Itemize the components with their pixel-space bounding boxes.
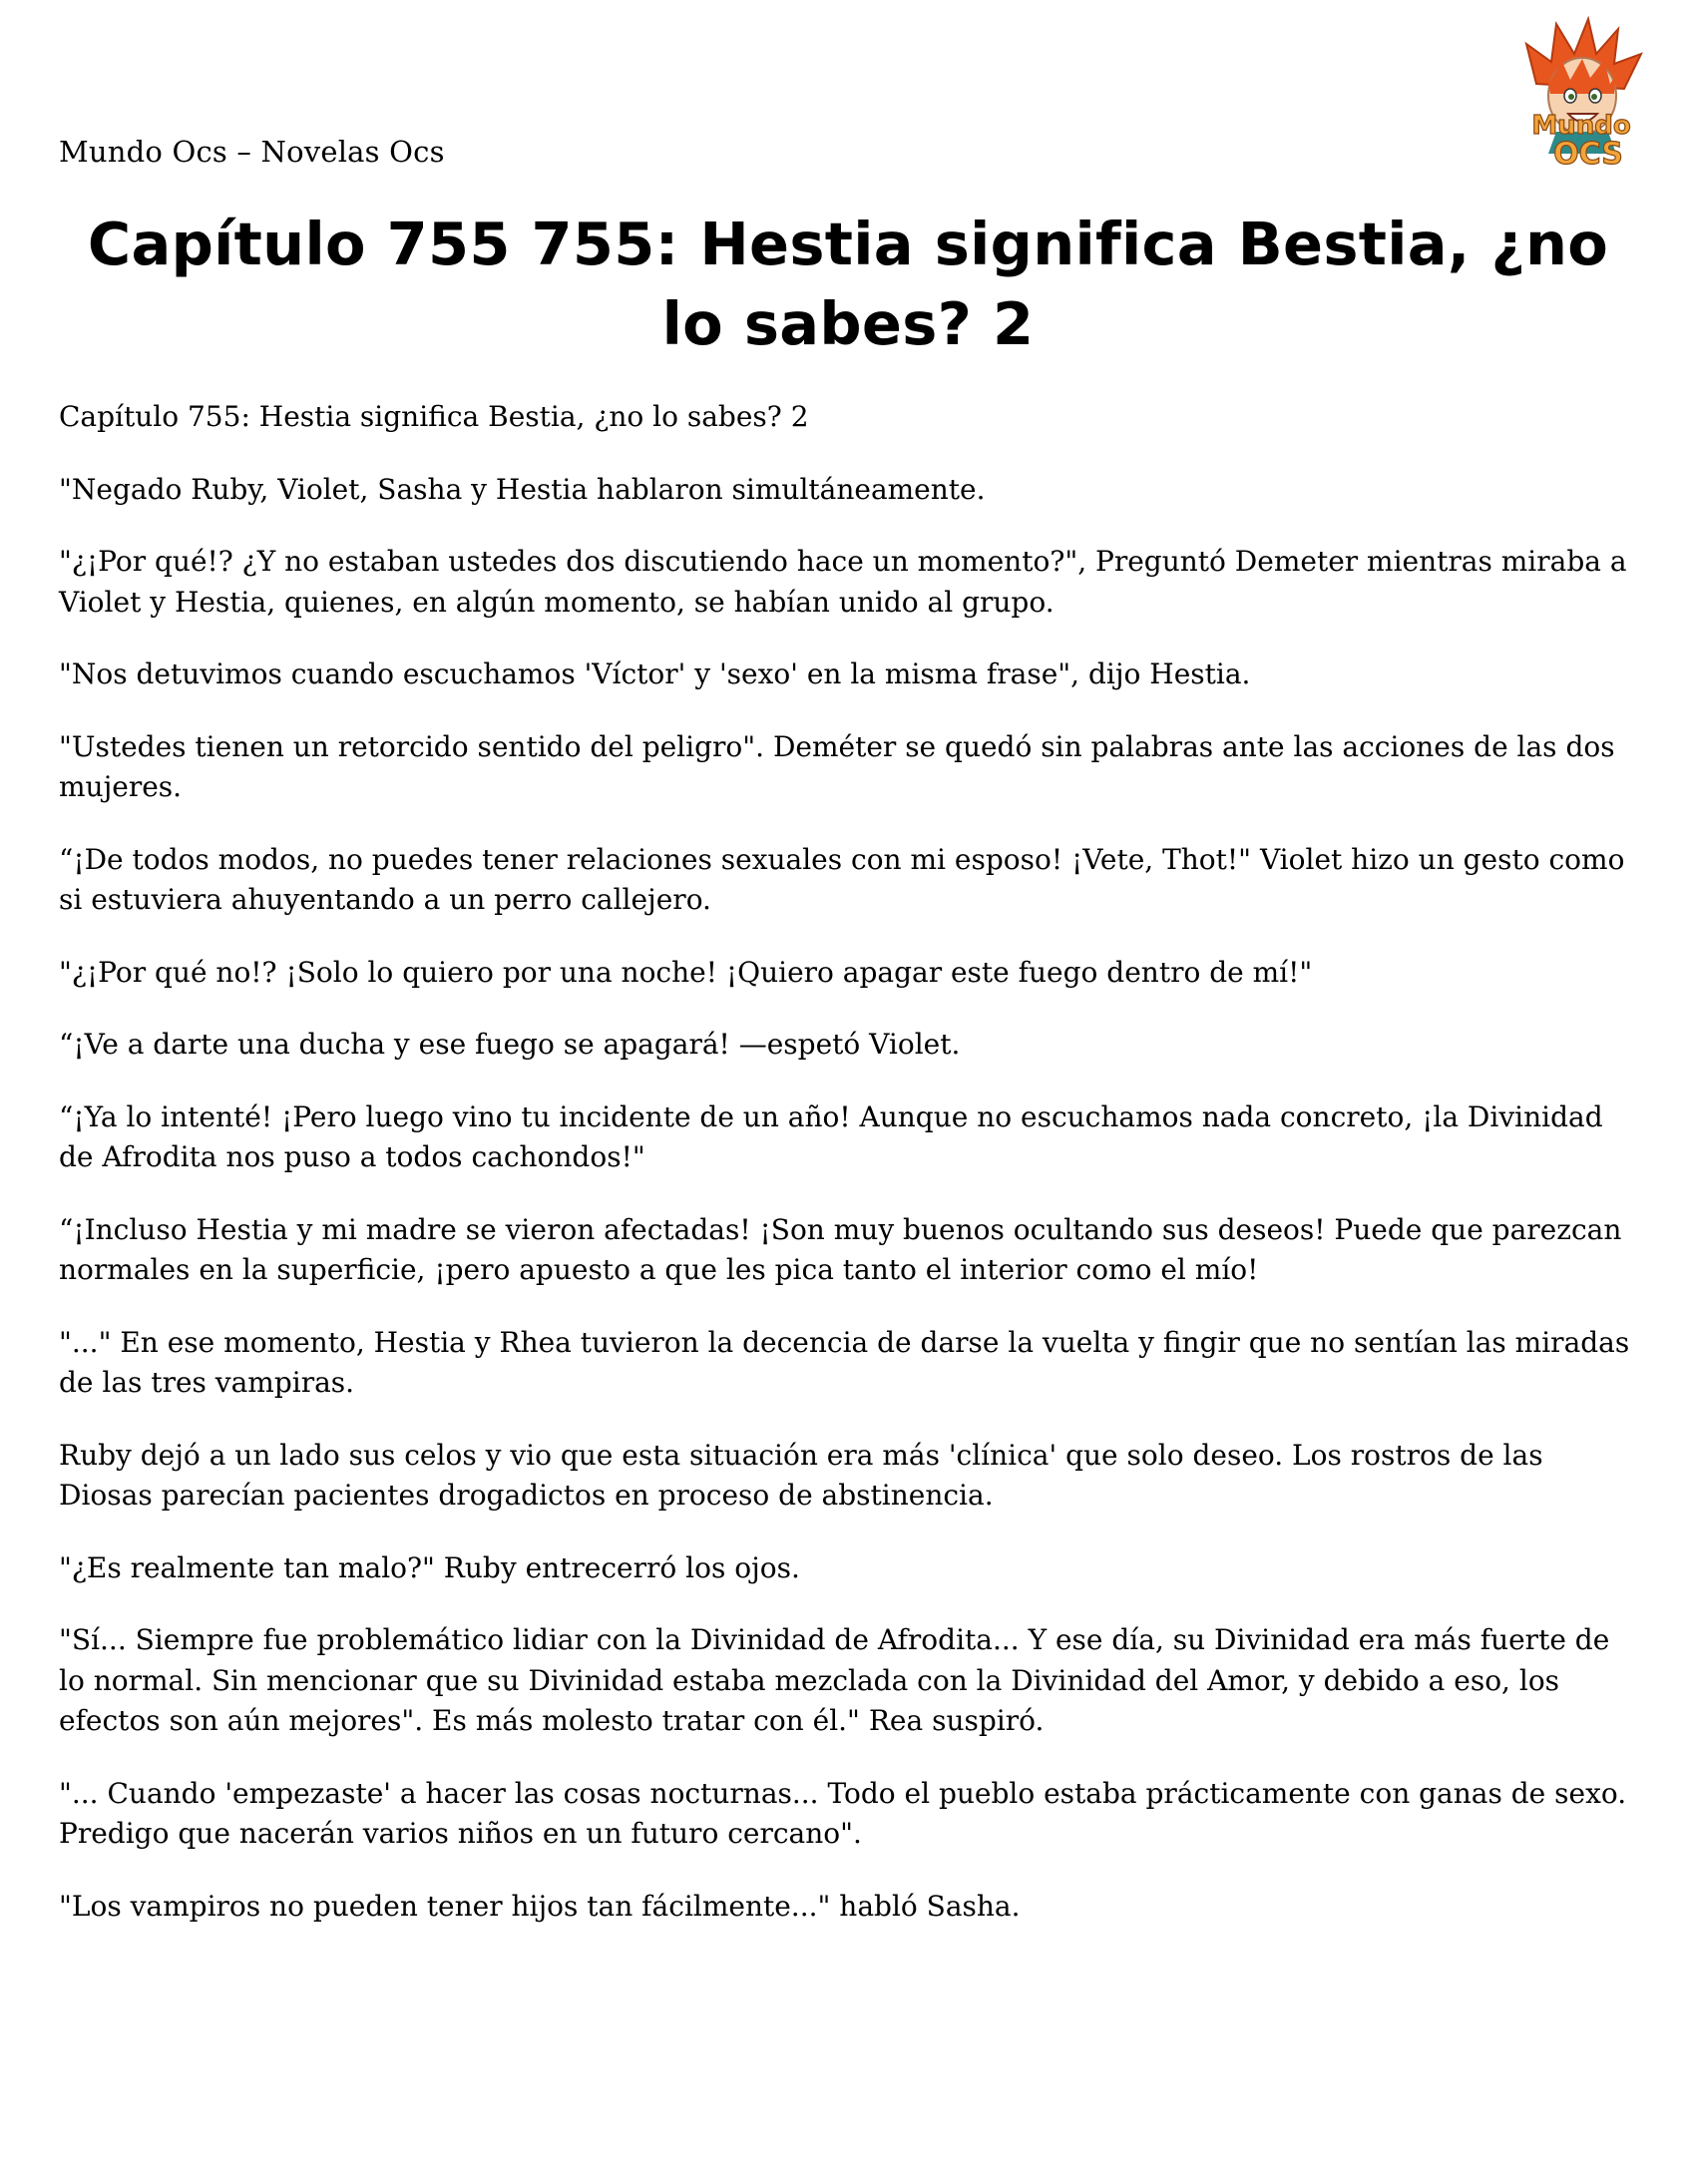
paragraph: "..." En ese momento, Hestia y Rhea tuvieron la decencia de darse la vuelta y fingir que no sentían las miradas de las tres vampiras. <box>59 1325 1630 1399</box>
site-header: Mundo Ocs – Novelas Ocs <box>59 135 445 169</box>
paragraph: "Los vampiros no pueden tener hijos tan fácilmente..." habló Sasha. <box>59 1889 1021 1923</box>
paragraph: “¡Incluso Hestia y mi madre se vieron afectadas! ¡Son muy buenos ocultando sus deseos! Puede que parezcan normales en la superficie, ¡pero apuesto a que les pica tanto el interior como el mío! <box>59 1212 1622 1286</box>
logo-text-mundo: Mundo <box>1531 111 1631 141</box>
logo-text-ocs: OCS <box>1553 137 1623 172</box>
paragraph: “¡De todos modos, no puedes tener relaciones sexuales con mi esposo! ¡Vete, Thot!" Violet hizo un gesto como si estuviera ahuyentando a un perro callejero. <box>59 842 1625 916</box>
paragraph: Capítulo 755: Hestia significa Bestia, ¿no lo sabes? 2 <box>59 400 809 433</box>
chapter-title: Capítulo 755 755: Hestia significa Bestia, ¿no lo sabes? 2 <box>87 210 1609 358</box>
paragraph: “¡Ya lo intenté! ¡Pero luego vino tu incidente de un año! Aunque no escuchamos nada concreto, ¡la Divinidad de Afrodita nos puso a todos cachondos!" <box>59 1099 1603 1173</box>
chapter-body <box>59 397 1640 1959</box>
paragraph: "... Cuando 'empezaste' a hacer las cosas nocturnas... Todo el pueblo estaba prácticamente con ganas de sexo. Predigo que nacerán varios niños en un futuro cercano". <box>59 1776 1627 1850</box>
paragraph: "¿¡Por qué!? ¿Y no estaban ustedes dos discutiendo hace un momento?", Preguntó Demeter mientras miraba a Violet y Hestia, quienes, en algún momento, se habían unido al grupo. <box>59 545 1627 619</box>
paragraph: "Negado Ruby, Violet, Sasha y Hestia hablaron simultáneamente. <box>59 472 986 506</box>
paragraph: "¿Es realmente tan malo?" Ruby entrecerró los ojos. <box>59 1550 800 1584</box>
paragraph: "¿¡Por qué no!? ¡Solo lo quiero por una noche! ¡Quiero apagar este fuego dentro de mí!" <box>59 955 1313 989</box>
paragraph: "Ustedes tienen un retorcido sentido del peligro". Deméter se quedó sin palabras ante las acciones de las dos mujeres. <box>59 729 1615 803</box>
paragraph: "Nos detuvimos cuando escuchamos 'Víctor' y 'sexo' en la misma frase", dijo Hestia. <box>59 657 1251 690</box>
paragraph: "Sí... Siempre fue problemático lidiar con la Divinidad de Afrodita... Y ese día, su Divinidad era más fuerte de lo normal. Sin mencionar que su Divinidad estaba mezclada con la Divinidad del Amor, y debido a eso, los efectos son aún mejores". Es más molesto tratar con él." Rea suspiró. <box>59 1623 1610 1737</box>
mundo-ocs-logo <box>1496 14 1666 174</box>
paragraph: “¡Ve a darte una ducha y ese fuego se apagará! —espetó Violet. <box>59 1028 961 1061</box>
paragraph: Ruby dejó a un lado sus celos y vio que esta situación era más 'clínica' que solo deseo. Los rostros de las Diosas parecían pacientes drogadictos en proceso de abstinencia. <box>59 1438 1543 1512</box>
